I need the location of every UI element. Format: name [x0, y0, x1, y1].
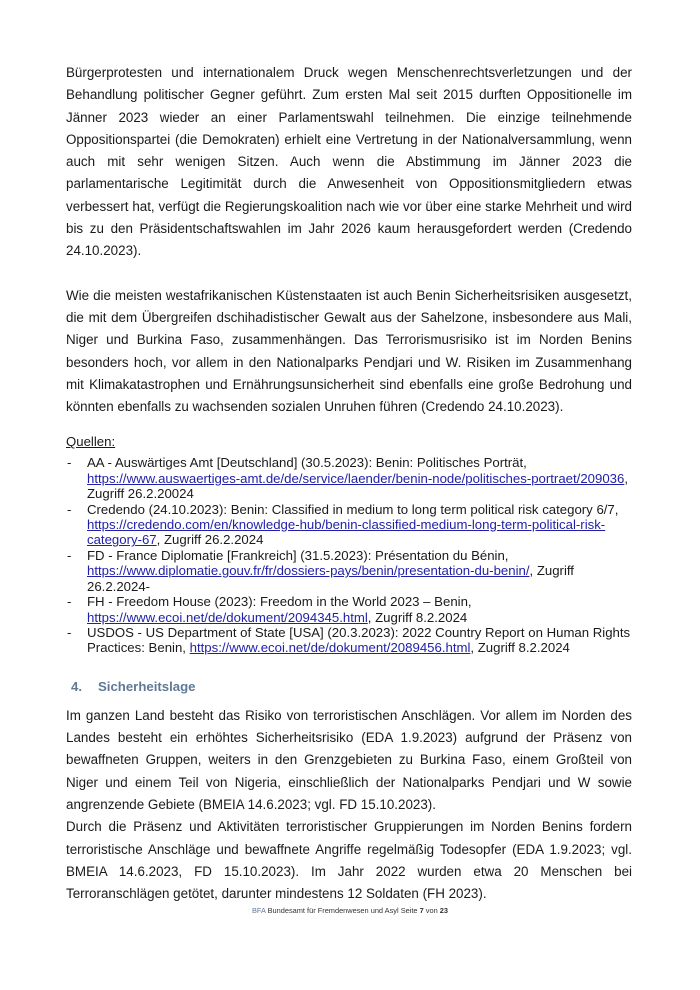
section-title: Sicherheitslage	[98, 678, 196, 694]
footer-of: von	[423, 906, 440, 915]
source-text: AA - Auswärtiges Amt [Deutschland] (30.5.2023): Benin: Politisches Porträt,	[87, 455, 527, 471]
source-text: USDOS - US Department of State [USA] (20.3.2023): 2022 Country Report on Human Rights Practices: Benin,	[87, 624, 631, 656]
source-access: , Zugriff 8.2.2024	[367, 609, 468, 625]
source-access: , Zugriff 26.2.20024	[87, 470, 628, 502]
source-link[interactable]: https://www.ecoi.net/de/dokument/2094345.html	[87, 609, 368, 625]
source-text: FH - Freedom House (2023): Freedom in the World 2023 – Benin,	[87, 594, 472, 610]
source-text: Credendo (24.10.2023): Benin: Classified in medium to long term political risk category 6/7,	[87, 501, 619, 517]
list-dash: -	[67, 594, 72, 610]
list-dash: -	[67, 547, 72, 563]
section-number: 4.	[71, 678, 82, 694]
body-paragraph: Im ganzen Land besteht das Risiko von terroristischen Anschlägen. Vor allem im Norden des Landes besteht ein erhöhtes Sicherheitsrisiko (EDA 1.9.2023) aufgrund der Präsenz von bewaffneten Gruppen, weiters in den Grenzgebieten zu Burkina Faso, einem Großteil von Niger und einem Teil von Nigeria, einschließlich der Nationalparks Pendjari und W sowie angrenzende Gebiete (BMEIA 14.6.2023; vgl. FD 15.10.2023).	[66, 707, 632, 812]
body-paragraph: Durch die Präsenz und Aktivitäten terroristischer Gruppierungen im Norden Benins fordern terroristische Anschläge und bewaffnete Angriffe regelmäßig Todesopfer (EDA 1.9.2023; vgl. BMEIA 14.6.2023, FD 15.10.2023). Im Jahr 2022 wurden etwa 20 Menschen bei Terroranschlägen getötet, darunter mindestens 12 Soldaten (FH 2023).	[66, 819, 632, 902]
source-link[interactable]: https://www.ecoi.net/de/dokument/2089456.html	[189, 640, 471, 656]
section-heading	[71, 678, 632, 696]
source-item	[66, 455, 632, 501]
sources-list	[66, 455, 632, 655]
list-dash: -	[67, 501, 72, 517]
source-item	[66, 594, 632, 625]
source-link[interactable]: https://credendo.com/en/knowledge-hub/benin-classified-medium-long-term-political-risk-category-67	[87, 517, 606, 548]
footer-org: Bundesamt für Fremdenwesen und Asyl Seite	[265, 906, 420, 915]
source-link[interactable]: https://www.diplomatie.gouv.fr/fr/dossiers-pays/benin/presentation-du-benin/	[87, 563, 530, 579]
sources-title: Quellen:	[66, 434, 116, 450]
list-dash: -	[67, 455, 72, 471]
source-text: FD - France Diplomatie [Frankreich] (31.5.2023): Présentation du Bénin,	[87, 547, 509, 563]
source-item	[66, 548, 632, 594]
source-item	[66, 502, 632, 548]
footer-page-number: 7	[419, 906, 424, 915]
document-page	[66, 62, 632, 905]
footer-page-total: 23	[439, 906, 448, 915]
list-dash: -	[67, 624, 72, 640]
body-paragraph: Wie die meisten westafrikanischen Küstenstaaten ist auch Benin Sicherheitsrisiken ausgesetzt, die mit dem Übergreifen dschihadistischer Gewalt aus der Sahelzone, insbesondere aus Mali, Niger und Burkina Faso, zusammenhängen. Das Terrorismusrisiko ist im Norden Benins besonders hoch, vor allem in den Nationalparks Pendjari und W. Risiken im Zusammenhang mit Klimakatastrophen und Ernährungsunsicherheit sind ebenfalls eine große Bedrohung und könnten ebenfalls zu wachsenden sozialen Unruhen führen (Credendo 24.10.2023).	[66, 287, 632, 415]
body-paragraph: Bürgerprotesten und internationalem Druck wegen Menschenrechtsverletzungen und der Behandlung politischer Gegner geführt. Zum ersten Mal seit 2015 durften Oppositionelle im Jänner 2023 wieder an einer Parlamentswahl teilnehmen. Die einzige teilnehmende Oppositionspartei (die Demokraten) erhielt eine Vertretung in der Nationalversammlung, wenn auch mit sehr wenigen Sitzen. Auch wenn die Abstimmung im Jänner 2023 die parlamentarische Legitimität durch die Anwesenheit von Oppositionsmitgliedern etwas verbessert hat, verfügt die Regierungskoalition nach wie vor über eine starke Mehrheit und wird bis zu den Präsidentschaftswahlen im Jahr 2026 kaum herausgefordert werden (Credendo 24.10.2023).	[66, 65, 632, 259]
source-access: , Zugriff 26.2.2024-	[87, 563, 574, 594]
source-access: , Zugriff 8.2.2024	[470, 640, 570, 656]
footer-brand: BFA	[251, 906, 266, 915]
source-item	[66, 625, 632, 656]
source-access: , Zugriff 26.2.2024	[156, 532, 264, 548]
source-link[interactable]: https://www.auswaertiges-amt.de/de/service/laender/benin-node/politisches-portraet/209036	[87, 470, 625, 486]
page-footer	[0, 906, 700, 915]
